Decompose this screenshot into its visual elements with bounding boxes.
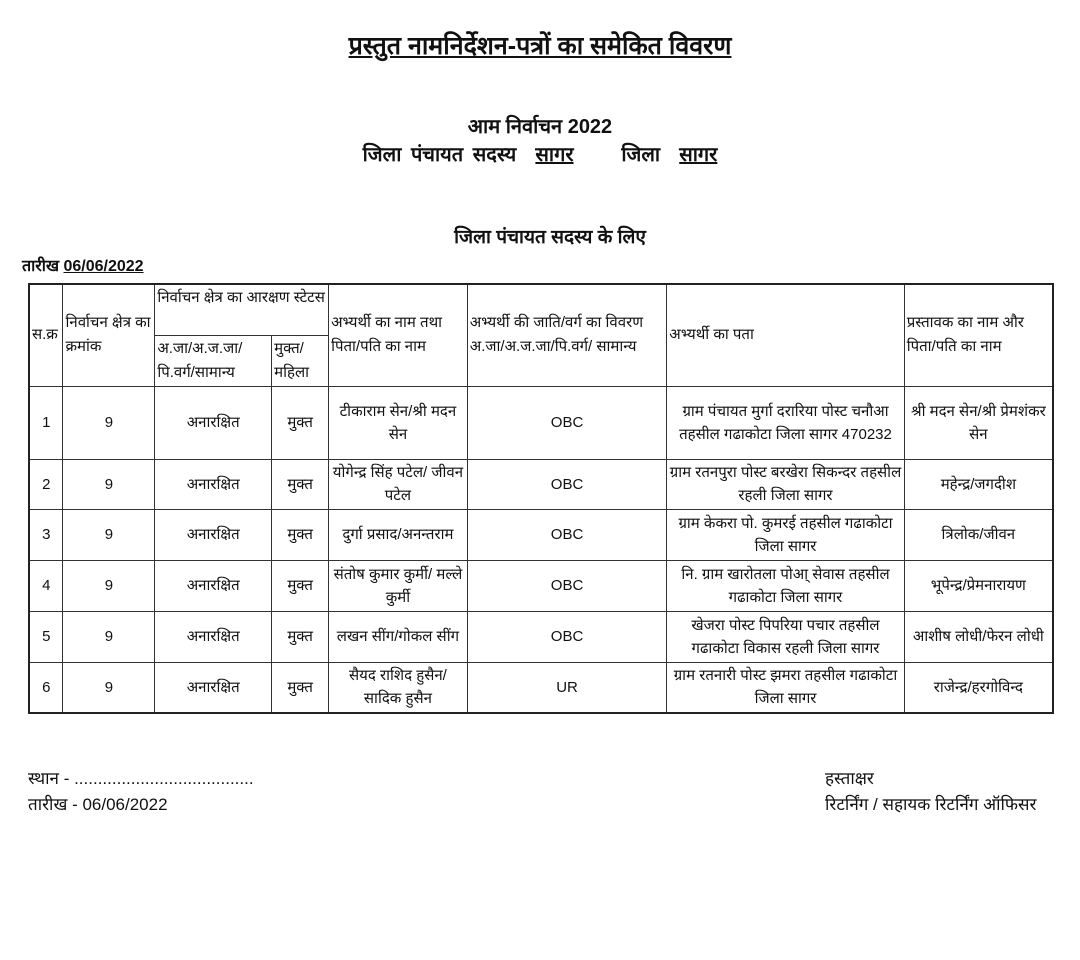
cell-proposer: श्री मदन सेन/श्री प्रेमशंकर सेन	[904, 386, 1053, 459]
table-row	[29, 611, 1053, 662]
cell-candidate-name: टीकाराम सेन/श्री मदन सेन	[329, 386, 468, 459]
cell-candidate-name: लखन सींग/गोकल सींग	[329, 611, 468, 662]
post-place: सागर	[535, 144, 574, 166]
cell-address: ग्राम पंचायत मुर्गा दरारिया पोस्ट चनौआ तहसील गढाकोटा जिला सागर 470232	[667, 386, 904, 459]
place-field: स्थान - ......................................	[28, 769, 254, 788]
nominations-table	[28, 283, 1054, 714]
cell-proposer: भूपेन्द्र/प्रेमनारायण	[904, 560, 1053, 611]
header-sno: स.क्र	[29, 284, 63, 386]
header-constituency-no: निर्वाचन क्षेत्र का क्रमांक	[63, 284, 155, 386]
cell-caste: UR	[467, 662, 667, 713]
cell-reservation-gender: मुक्त	[272, 611, 329, 662]
footer-date: तारीख - 06/06/2022	[28, 795, 168, 814]
officer-label: रिटर्निंग / सहायक रिटर्निंग ऑफिसर	[825, 795, 1037, 814]
table-row	[29, 560, 1053, 611]
cell-reservation-gender: मुक्त	[272, 509, 329, 560]
header-reservation-gender: मुक्त/ महिला	[272, 335, 329, 386]
header-caste: अभ्यर्थी की जाति/वर्ग का विवरण अ.जा/अ.ज.जा/पि.वर्ग/ सामान्य	[467, 284, 667, 386]
post-heading	[0, 140, 1080, 167]
table-row	[29, 509, 1053, 560]
header-proposer: प्रस्तावक का नाम और पिता/पति का नाम	[904, 284, 1053, 386]
cell-reservation-category: अनारक्षित	[155, 509, 272, 560]
cell-proposer: राजेन्द्र/हरगोविन्द	[904, 662, 1053, 713]
header-address: अभ्यर्थी का पता	[667, 284, 904, 386]
cell-address: ग्राम रतनपुरा पोस्ट बरखेरा सिकन्दर तहसील रहली जिला सागर	[667, 459, 904, 509]
cell-candidate-name: सैयद राशिद हुसैन/ सादिक हुसैन	[329, 662, 468, 713]
document-title	[0, 28, 1080, 62]
cell-caste: OBC	[467, 611, 667, 662]
cell-proposer: आशीष लोधी/फेरन लोधी	[904, 611, 1053, 662]
date-line	[22, 254, 144, 276]
cell-caste: OBC	[467, 386, 667, 459]
header-reservation-category: अ.जा/अ.ज.जा/ पि.वर्ग/सामान्य	[155, 335, 272, 386]
table-row	[29, 386, 1053, 459]
cell-sno: 1	[29, 386, 63, 459]
cell-address: नि. ग्राम खारोतला पोआ् सेवास तहसील गढाकोटा जिला सागर	[667, 560, 904, 611]
cell-address: खेजरा पोस्ट पिपरिया पचार तहसील गढाकोटा विकास रहली जिला सागर	[667, 611, 904, 662]
cell-reservation-gender: मुक्त	[272, 560, 329, 611]
cell-constituency-no: 9	[63, 459, 155, 509]
cell-sno: 4	[29, 560, 63, 611]
date-label: तारीख	[22, 258, 60, 275]
cell-sno: 2	[29, 459, 63, 509]
cell-constituency-no: 9	[63, 509, 155, 560]
cell-caste: OBC	[467, 459, 667, 509]
cell-sno: 3	[29, 509, 63, 560]
election-heading: आम निर्वाचन 2022	[467, 116, 613, 138]
cell-candidate-name: संतोष कुमार कुर्मी/ मल्ले कुर्मी	[329, 560, 468, 611]
cell-constituency-no: 9	[63, 560, 155, 611]
cell-sno: 5	[29, 611, 63, 662]
cell-proposer: त्रिलोक/जीवन	[904, 509, 1053, 560]
signature-label: हस्ताक्षर	[825, 769, 874, 788]
cell-reservation-gender: मुक्त	[272, 662, 329, 713]
table-row	[29, 662, 1053, 713]
cell-reservation-gender: मुक्त	[272, 386, 329, 459]
cell-sno: 6	[29, 662, 63, 713]
header-candidate: अभ्यर्थी का नाम तथा पिता/पति का नाम	[329, 284, 468, 386]
district-name: सागर	[679, 144, 718, 166]
table-row	[29, 459, 1053, 509]
cell-reservation-gender: मुक्त	[272, 459, 329, 509]
cell-candidate-name: योगेन्द्र सिंह पटेल/ जीवन पटेल	[329, 459, 468, 509]
post-prefix: जिला पंचायत सदस्य	[362, 144, 517, 166]
cell-proposer: महेन्द्र/जगदीश	[904, 459, 1053, 509]
district-label: जिला	[621, 144, 661, 166]
cell-reservation-category: अनारक्षित	[155, 611, 272, 662]
for-heading: जिला पंचायत सदस्य के लिए	[454, 227, 646, 248]
cell-caste: OBC	[467, 509, 667, 560]
cell-constituency-no: 9	[63, 386, 155, 459]
cell-reservation-category: अनारक्षित	[155, 560, 272, 611]
header-reservation: निर्वाचन क्षेत्र का आरक्षण स्टेटस	[155, 284, 329, 335]
date-value: 06/06/2022	[63, 258, 144, 275]
cell-address: ग्राम केकरा पो. कुमरई तहसील गढाकोटा जिला सागर	[667, 509, 904, 560]
title-text: प्रस्तुत नामनिर्देशन-पत्रों का समेकित विवरण	[348, 32, 732, 60]
cell-candidate-name: दुर्गा प्रसाद/अनन्तराम	[329, 509, 468, 560]
cell-constituency-no: 9	[63, 662, 155, 713]
cell-reservation-category: अनारक्षित	[155, 459, 272, 509]
cell-caste: OBC	[467, 560, 667, 611]
cell-reservation-category: अनारक्षित	[155, 386, 272, 459]
cell-reservation-category: अनारक्षित	[155, 662, 272, 713]
cell-address: ग्राम रतनारी पोस्ट झमरा तहसील गढाकोटा जिला सागर	[667, 662, 904, 713]
cell-constituency-no: 9	[63, 611, 155, 662]
